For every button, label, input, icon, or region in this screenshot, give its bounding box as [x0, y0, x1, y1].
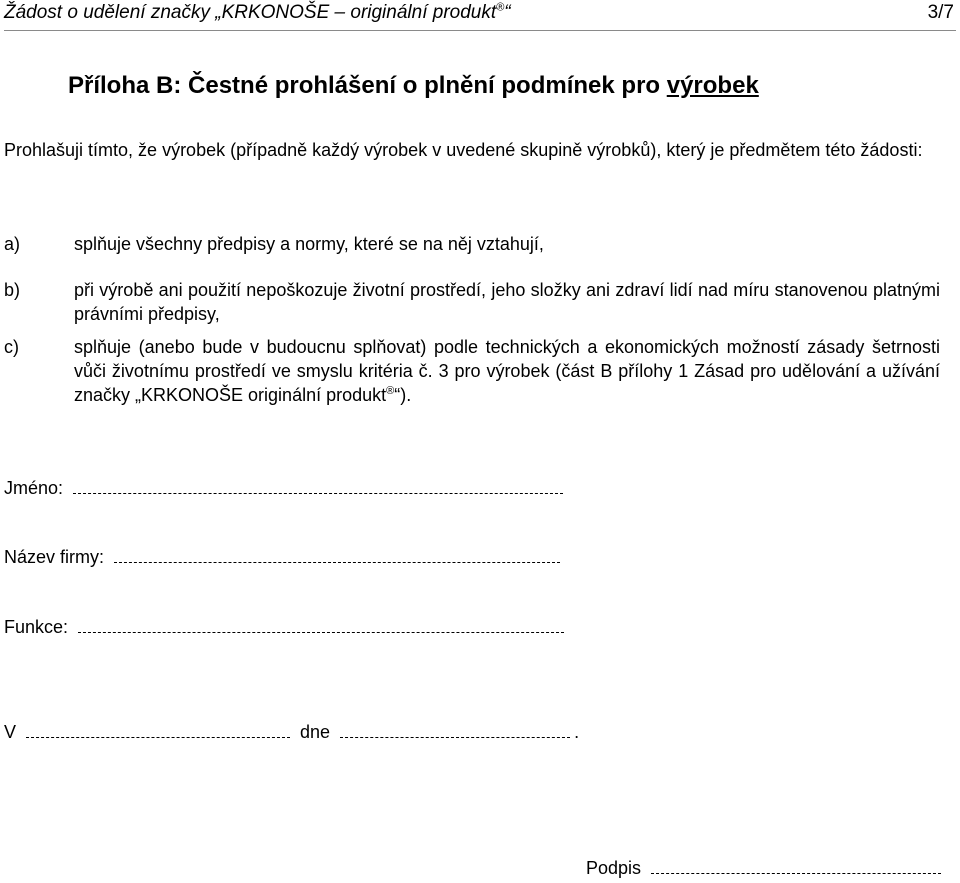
registered-mark: ® — [386, 385, 395, 397]
list-marker: b) — [4, 280, 21, 300]
list-marker: c) — [4, 337, 19, 357]
page-header — [4, 2, 956, 31]
company-label: Název firmy: — [4, 547, 105, 567]
function-field — [4, 617, 564, 638]
registered-mark: ® — [496, 1, 505, 14]
place-date-line — [4, 722, 579, 743]
signature-label: Podpis — [586, 858, 642, 878]
company-field — [4, 547, 560, 568]
list-item — [4, 278, 940, 326]
list-item — [4, 335, 940, 407]
page-heading: Příloha B: Čestné prohlášení o plnění podmínek pro výrobek — [68, 72, 759, 99]
list-item-text: při výrobě ani použití nepoškozuje životní prostředí, jeho složky ani zdraví lidí nad míru stanovenou platnými právními předpisy, — [74, 280, 940, 324]
name-label: Jméno: — [4, 478, 64, 498]
page-number: 3/7 — [927, 2, 954, 23]
list-item — [4, 232, 940, 256]
list-item-text: splňuje (anebo bude v budoucnu splňovat) podle technických a ekonomických možností zásady šetrnosti vůči životnímu prostředí ve smyslu kritéria č. 3 pro výrobek (část B přílohy 1 Zásad pro udělování a užívání značky „KRKONOŠE originální produkt®“). — [74, 337, 940, 405]
heading-underlined-word: výrobek — [666, 72, 759, 99]
place-input-line[interactable] — [26, 736, 290, 738]
place-label: V — [4, 722, 17, 742]
signature-field — [586, 858, 941, 879]
list-marker: a) — [4, 234, 21, 254]
signature-input-line[interactable] — [651, 872, 941, 874]
date-end: . — [574, 722, 580, 742]
company-input-line[interactable] — [114, 561, 560, 563]
name-input-line[interactable] — [73, 492, 563, 494]
function-label: Funkce: — [4, 617, 69, 637]
function-input-line[interactable] — [78, 631, 564, 633]
list-item-text: splňuje všechny předpisy a normy, které se na něj vztahují, — [74, 234, 544, 254]
document-title: Žádost o udělení značky „KRKONOŠE – originální produkt®“ — [4, 1, 511, 23]
date-label: dne — [300, 722, 331, 742]
date-input-line[interactable] — [340, 736, 570, 738]
name-field — [4, 478, 563, 499]
intro-paragraph: Prohlašuji tímto, že výrobek (případně každý výrobek v uvedené skupině výrobků), který je předmětem této žádosti: — [4, 140, 923, 160]
